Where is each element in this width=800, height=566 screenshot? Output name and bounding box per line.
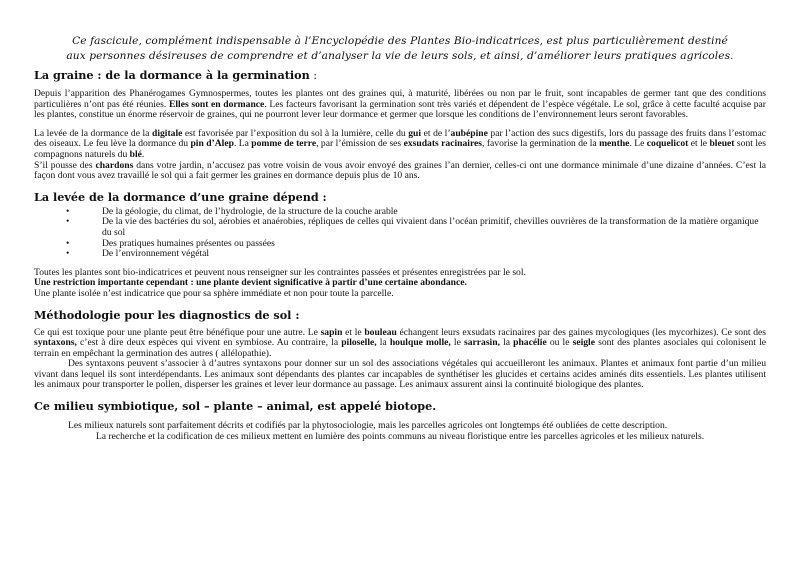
list-item: • De l’environnement végétal: [34, 249, 766, 260]
paragraph-levee-examples: [34, 129, 766, 161]
bold-term: gui: [408, 127, 422, 139]
section-heading-biotope: Ce milieu symbiotique, sol – plante – animal, est appelé biotope.: [34, 399, 437, 414]
bold-term: menthe: [599, 138, 630, 150]
bold-term: coquelicot: [646, 138, 689, 150]
intro-line-2: aux personnes désireuses de comprendre et d’analyser la vie de leurs sols, et ainsi, d’améliorer leurs pratiques agricoles.: [66, 50, 734, 62]
paragraph-phytosociologie: Les milieux naturels sont parfaitement décrits et codifiés par la phytosociologie, mais les parcelles agricoles ont longtemps été oubliées de cette description.: [68, 420, 668, 432]
text-run: .: [141, 148, 145, 160]
text-run: le: [450, 337, 464, 349]
text-run: . Le: [629, 138, 647, 150]
intro-line-1: Ce fascicule, complément indispensable à l’Encyclopédie des Plantes Bio-indicatrices, est plus particulièrement destiné: [72, 35, 728, 47]
bold-term: sapin: [320, 326, 343, 338]
text-run: La levée de la dormance de la: [34, 127, 152, 139]
bold-term: phacélie: [513, 337, 547, 349]
text-run: , favorise la germination de la: [482, 138, 600, 150]
text-run: c’est à dire deux espèces qui vivent en symbiose. Au contraire, la: [76, 337, 342, 349]
paragraph-chardons: [34, 161, 766, 182]
text-run: dans votre jardin, n’accusez pas votre voisin de vous avoir envoyé des graines l’an dernier, celles-ci ont une dormance minimale d’une dizaine d’années. C’est la façon dont vous avez travaillé le sol qui a fait germer les graines en dormance depuis plus de 10 ans.: [34, 159, 766, 182]
text-run: et de l’: [421, 127, 451, 139]
paragraph-plante-isolee: Une plante isolée n’est indicatrice que pour sa sphère immédiate et non pour toute la parcelle.: [34, 287, 394, 299]
paragraph-associations: Des syntaxons peuvent s’associer à d’autres syntaxons pour donner sur un sol des associations végétales qui accueilleront les animaux. Plantes et animaux font partie d’un milieu vivant dans lequel ils sont interdépendants. Les animaux sont dépendants des plantes car incapables de synthétiser les glucides et certains acides aminés dits essentiels. Les plantes utilisent les animaux pour transporter le pollen, disperser les graines et lever leur dormance au passage. Les animaux assurent ainsi la continuité biologique des plantes.: [34, 358, 766, 391]
text-run: sont des plantes asociales qui colonisent le terrain en empêchant la germination des autres ( allélopathie).: [34, 337, 767, 359]
bold-term: bleuet: [709, 138, 735, 150]
text-run: et le: [688, 138, 710, 150]
intro-text: [40, 34, 760, 64]
section-heading-germination: [34, 68, 766, 83]
bold-term: aubépine: [450, 127, 488, 139]
text-run: la: [499, 337, 514, 349]
text-run: par l’action des sucs digestifs, lors du passage des fruits dans l’estomac des oiseaux. Le feu lève la dormance du: [34, 127, 766, 150]
bold-statement: Une restriction importante cependant : une plante devient significative à partir d’une certaine abondance.: [34, 277, 467, 289]
paragraph-syntaxons: [34, 328, 766, 360]
paragraph-codification: La recherche et la codification de ces milieux mettent en lumière des points communs au niveau floristique entre les parcelles agricoles et les milieux naturels.: [95, 430, 705, 442]
bold-term: seigle: [572, 337, 595, 349]
bold-term: piloselle,: [341, 337, 377, 349]
list-item: • Des pratiques humaines présentes ou passées: [34, 239, 766, 250]
paragraph-dormance: [34, 89, 766, 121]
text-run: S’il pousse des: [34, 159, 96, 171]
bold-term: sarrasin,: [463, 337, 500, 349]
factor-list: [34, 207, 766, 260]
heading-suffix: :: [309, 69, 318, 82]
paragraph-bioindicatrices: Toutes les plantes sont bio-indicatrices et peuvent nous renseigner sur les contraintes passées et présentes enregistrées par le sol.: [34, 266, 526, 278]
heading-text: La graine : de la dormance à la germination: [34, 68, 310, 82]
bold-term: pin d’Alep: [190, 138, 234, 150]
text-run: la: [376, 337, 390, 349]
bold-term: bouleau: [364, 326, 397, 338]
text-run: échangent leurs exsudats racinaires par des gaines mycologiques (les mycorhizes). Ce sont des: [396, 326, 767, 338]
text-run: . La: [233, 138, 252, 150]
text-run: ou le: [546, 337, 573, 349]
section-heading-levee: La levée de la dormance d’une graine dépend :: [34, 189, 327, 204]
bold-term: blé: [129, 148, 142, 160]
bold-term: exsudats racinaires: [403, 138, 483, 150]
text-run: Depuis l’apparition des Phanérogames Gymnospermes, toutes les plantes ont des graines qui, à maturité, libérées ou non par le fruit, sont incapables de germer tant que des conditions particulières n’ont pas été réunies.: [34, 88, 766, 110]
bold-term: chardons: [95, 159, 134, 171]
text-run: et le: [342, 326, 365, 338]
bold-term: houlque molle,: [389, 337, 451, 349]
list-item: • De la vie des bactéries du sol, aérobies et anaérobies, répliques de celles qui vivaient dans l’océan primitif, chevilles ouvrières de la transformation de la matière organique du sol: [34, 217, 766, 238]
text-run: est favorisée par l’exposition du sol à la lumière, celle du: [182, 127, 409, 139]
bold-term: Elles sont en dormance: [168, 98, 265, 110]
bold-term: digitale: [151, 127, 183, 139]
bold-term: syntaxons,: [34, 337, 77, 349]
text-run: , par l’émission de ses: [316, 138, 404, 150]
section-heading-methodologie: Méthodologie pour les diagnostics de sol :: [34, 307, 300, 322]
text-run: Ce qui est toxique pour une plante peut être bénéfique pour une autre. Le: [34, 326, 321, 338]
text-run: sont les compagnons naturels du: [34, 138, 766, 160]
list-item: • De la géologie, du climat, de l’hydrologie, de la structure de la couche arable: [34, 207, 766, 218]
text-run: . Les facteurs favorisant la germination sont très variés et dépendent de l’espèce végétale. Le sol, grâce à cette faculté acquise par les plantes, constitue un énorme réservoir de graines, qui ne pourront lever leur dormance et germer que lorsque les conditions de l’environnement leurs seront favorables.: [34, 98, 766, 121]
bold-term: pomme de terre: [251, 138, 317, 150]
